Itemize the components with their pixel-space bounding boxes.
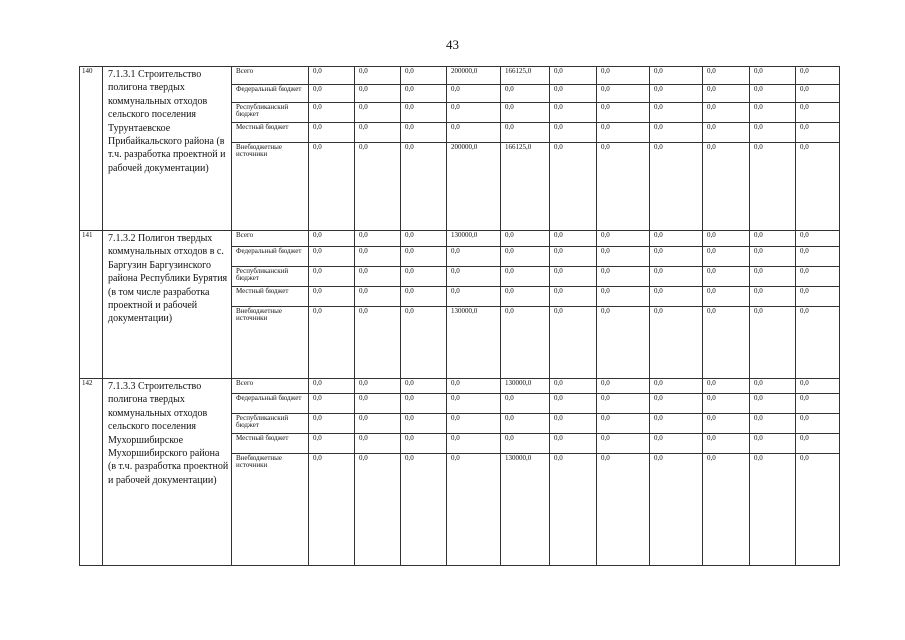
value-cell: 166125,0	[501, 67, 550, 85]
value-cell: 0,0	[501, 85, 550, 103]
value-cell: 0,0	[447, 454, 501, 566]
value-cell: 0,0	[355, 67, 401, 85]
value-cell: 0,0	[703, 454, 750, 566]
value-cell: 0,0	[309, 85, 355, 103]
value-cell: 0,0	[309, 247, 355, 267]
funding-source: Федеральный бюджет	[232, 394, 309, 414]
funding-source: Внебюджетные источники	[232, 143, 309, 231]
measure-title: 7.1.3.1 Строительство полигона твердых коммунальных отходов сельского поселения Турунтаевское Прибайкальского района (в т.ч. разработка проектной и рабочей документации)	[103, 67, 232, 231]
value-cell: 0,0	[650, 434, 703, 454]
value-cell: 0,0	[309, 287, 355, 307]
value-cell: 0,0	[750, 123, 796, 143]
value-cell: 0,0	[447, 287, 501, 307]
value-cell: 0,0	[550, 267, 597, 287]
value-cell: 0,0	[355, 394, 401, 414]
value-cell: 0,0	[401, 247, 447, 267]
value-cell: 0,0	[501, 123, 550, 143]
value-cell: 0,0	[501, 267, 550, 287]
value-cell: 0,0	[309, 67, 355, 85]
value-cell: 0,0	[703, 267, 750, 287]
value-cell: 0,0	[796, 454, 840, 566]
value-cell: 0,0	[550, 394, 597, 414]
value-cell: 0,0	[597, 85, 650, 103]
value-cell: 0,0	[355, 85, 401, 103]
funding-source: Республиканский бюджет	[232, 414, 309, 434]
value-cell: 0,0	[750, 394, 796, 414]
value-cell: 0,0	[447, 103, 501, 123]
value-cell: 0,0	[597, 267, 650, 287]
value-cell: 0,0	[796, 434, 840, 454]
value-cell: 0,0	[401, 434, 447, 454]
value-cell: 0,0	[796, 307, 840, 379]
value-cell: 0,0	[355, 267, 401, 287]
value-cell: 0,0	[401, 394, 447, 414]
value-cell: 0,0	[550, 454, 597, 566]
value-cell: 0,0	[750, 287, 796, 307]
page-number: 43	[446, 37, 459, 52]
value-cell: 0,0	[401, 143, 447, 231]
value-cell: 0,0	[447, 394, 501, 414]
value-cell: 0,0	[355, 287, 401, 307]
value-cell: 0,0	[597, 414, 650, 434]
value-cell: 0,0	[309, 123, 355, 143]
value-cell: 0,0	[447, 267, 501, 287]
value-cell: 0,0	[597, 379, 650, 394]
value-cell: 0,0	[703, 379, 750, 394]
value-cell: 0,0	[309, 103, 355, 123]
funding-source: Местный бюджет	[232, 434, 309, 454]
value-cell: 0,0	[501, 247, 550, 267]
value-cell: 0,0	[355, 307, 401, 379]
value-cell: 0,0	[796, 231, 840, 247]
value-cell: 0,0	[309, 307, 355, 379]
value-cell: 0,0	[650, 287, 703, 307]
value-cell: 0,0	[550, 143, 597, 231]
value-cell: 200000,0	[447, 143, 501, 231]
value-cell: 0,0	[703, 231, 750, 247]
value-cell: 0,0	[401, 379, 447, 394]
value-cell: 0,0	[401, 287, 447, 307]
value-cell: 0,0	[501, 103, 550, 123]
value-cell: 0,0	[355, 414, 401, 434]
funding-source: Местный бюджет	[232, 287, 309, 307]
value-cell: 0,0	[597, 394, 650, 414]
value-cell: 0,0	[597, 123, 650, 143]
value-cell: 130000,0	[501, 454, 550, 566]
value-cell: 0,0	[796, 394, 840, 414]
value-cell: 0,0	[309, 267, 355, 287]
value-cell: 0,0	[650, 307, 703, 379]
value-cell: 0,0	[796, 123, 840, 143]
value-cell: 0,0	[750, 143, 796, 231]
value-cell: 0,0	[750, 231, 796, 247]
value-cell: 130000,0	[447, 231, 501, 247]
value-cell: 0,0	[401, 267, 447, 287]
funding-source: Местный бюджет	[232, 123, 309, 143]
value-cell: 0,0	[703, 103, 750, 123]
table-row	[80, 379, 840, 394]
value-cell: 0,0	[597, 247, 650, 267]
funding-source: Республиканский бюджет	[232, 267, 309, 287]
value-cell: 0,0	[447, 379, 501, 394]
funding-source: Внебюджетные источники	[232, 454, 309, 566]
value-cell: 0,0	[447, 414, 501, 434]
value-cell: 0,0	[550, 307, 597, 379]
value-cell: 0,0	[650, 85, 703, 103]
funding-source: Республиканский бюджет	[232, 103, 309, 123]
value-cell: 0,0	[597, 434, 650, 454]
value-cell: 0,0	[650, 267, 703, 287]
value-cell: 0,0	[650, 231, 703, 247]
value-cell: 0,0	[355, 247, 401, 267]
value-cell: 0,0	[501, 231, 550, 247]
value-cell: 0,0	[550, 247, 597, 267]
value-cell: 0,0	[650, 143, 703, 231]
value-cell: 0,0	[650, 379, 703, 394]
value-cell: 0,0	[597, 103, 650, 123]
table-row	[80, 231, 840, 247]
value-cell: 0,0	[401, 85, 447, 103]
value-cell: 0,0	[309, 379, 355, 394]
value-cell: 0,0	[703, 67, 750, 85]
value-cell: 130000,0	[447, 307, 501, 379]
value-cell: 0,0	[501, 287, 550, 307]
value-cell: 0,0	[447, 434, 501, 454]
value-cell: 0,0	[355, 434, 401, 454]
table-row	[80, 67, 840, 85]
value-cell: 0,0	[550, 414, 597, 434]
value-cell: 0,0	[796, 414, 840, 434]
value-cell: 0,0	[401, 307, 447, 379]
value-cell: 0,0	[309, 231, 355, 247]
value-cell: 0,0	[650, 414, 703, 434]
value-cell: 0,0	[355, 143, 401, 231]
value-cell: 0,0	[750, 307, 796, 379]
value-cell: 0,0	[796, 67, 840, 85]
value-cell: 0,0	[550, 287, 597, 307]
value-cell: 0,0	[355, 231, 401, 247]
budget-table	[79, 66, 840, 566]
value-cell: 0,0	[750, 434, 796, 454]
value-cell: 0,0	[401, 103, 447, 123]
row-number: 140	[80, 67, 103, 231]
value-cell: 0,0	[597, 454, 650, 566]
value-cell: 0,0	[309, 394, 355, 414]
value-cell: 0,0	[796, 379, 840, 394]
value-cell: 0,0	[355, 123, 401, 143]
value-cell: 0,0	[796, 267, 840, 287]
value-cell: 200000,0	[447, 67, 501, 85]
value-cell: 0,0	[703, 394, 750, 414]
value-cell: 0,0	[650, 123, 703, 143]
value-cell: 0,0	[796, 247, 840, 267]
value-cell: 0,0	[401, 67, 447, 85]
value-cell: 0,0	[309, 143, 355, 231]
funding-source: Федеральный бюджет	[232, 247, 309, 267]
value-cell: 0,0	[447, 247, 501, 267]
value-cell: 0,0	[703, 307, 750, 379]
value-cell: 0,0	[597, 287, 650, 307]
value-cell: 0,0	[501, 434, 550, 454]
value-cell: 0,0	[550, 85, 597, 103]
value-cell: 0,0	[501, 307, 550, 379]
value-cell: 0,0	[750, 85, 796, 103]
funding-source: Всего	[232, 379, 309, 394]
value-cell: 0,0	[703, 123, 750, 143]
value-cell: 130000,0	[501, 379, 550, 394]
value-cell: 166125,0	[501, 143, 550, 231]
value-cell: 0,0	[650, 247, 703, 267]
value-cell: 0,0	[750, 103, 796, 123]
value-cell: 0,0	[401, 414, 447, 434]
row-number: 142	[80, 379, 103, 566]
value-cell: 0,0	[650, 67, 703, 85]
value-cell: 0,0	[550, 123, 597, 143]
measure-title: 7.1.3.2 Полигон твердых коммунальных отходов в с. Баргузин Баргузинского района Республики Бурятия (в том числе разработка проектной и рабочей документации)	[103, 231, 232, 379]
value-cell: 0,0	[796, 287, 840, 307]
value-cell: 0,0	[750, 414, 796, 434]
value-cell: 0,0	[401, 231, 447, 247]
value-cell: 0,0	[501, 414, 550, 434]
value-cell: 0,0	[796, 85, 840, 103]
value-cell: 0,0	[703, 143, 750, 231]
value-cell: 0,0	[750, 267, 796, 287]
value-cell: 0,0	[703, 85, 750, 103]
value-cell: 0,0	[309, 434, 355, 454]
value-cell: 0,0	[750, 454, 796, 566]
value-cell: 0,0	[501, 394, 550, 414]
funding-source: Всего	[232, 67, 309, 85]
funding-source: Федеральный бюджет	[232, 85, 309, 103]
value-cell: 0,0	[597, 143, 650, 231]
value-cell: 0,0	[355, 454, 401, 566]
value-cell: 0,0	[650, 103, 703, 123]
value-cell: 0,0	[597, 231, 650, 247]
value-cell: 0,0	[597, 307, 650, 379]
value-cell: 0,0	[550, 231, 597, 247]
value-cell: 0,0	[550, 379, 597, 394]
funding-source: Внебюджетные источники	[232, 307, 309, 379]
measure-title: 7.1.3.3 Строительство полигона твердых коммунальных отходов сельского поселения Мухоршибирское Мухоршибирского района (в т.ч. разработка проектной и рабочей документации)	[103, 379, 232, 566]
value-cell: 0,0	[703, 247, 750, 267]
value-cell: 0,0	[650, 394, 703, 414]
value-cell: 0,0	[703, 287, 750, 307]
value-cell: 0,0	[750, 67, 796, 85]
value-cell: 0,0	[447, 123, 501, 143]
value-cell: 0,0	[796, 103, 840, 123]
value-cell: 0,0	[309, 454, 355, 566]
value-cell: 0,0	[447, 85, 501, 103]
value-cell: 0,0	[750, 247, 796, 267]
value-cell: 0,0	[355, 379, 401, 394]
funding-source: Всего	[232, 231, 309, 247]
value-cell: 0,0	[703, 434, 750, 454]
value-cell: 0,0	[550, 434, 597, 454]
value-cell: 0,0	[309, 414, 355, 434]
value-cell: 0,0	[550, 67, 597, 85]
value-cell: 0,0	[650, 454, 703, 566]
value-cell: 0,0	[796, 143, 840, 231]
value-cell: 0,0	[550, 103, 597, 123]
value-cell: 0,0	[401, 123, 447, 143]
row-number: 141	[80, 231, 103, 379]
value-cell: 0,0	[703, 414, 750, 434]
value-cell: 0,0	[401, 454, 447, 566]
value-cell: 0,0	[597, 67, 650, 85]
value-cell: 0,0	[750, 379, 796, 394]
value-cell: 0,0	[355, 103, 401, 123]
